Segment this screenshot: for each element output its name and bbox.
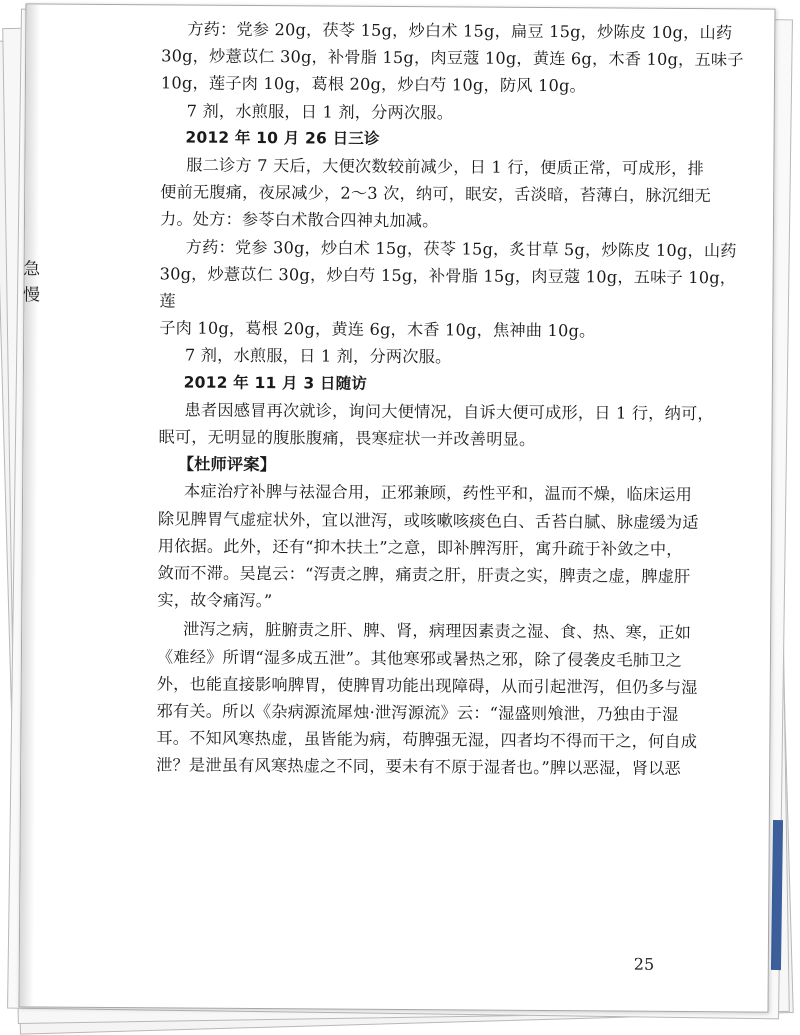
rx2-line3: 子肉 10g，葛根 20g，黄连 6g，木香 10g，焦神曲 10g。 (159, 318, 596, 341)
rx2-line1: 方药：党参 30g，炒白术 15g，茯苓 15g，炙甘草 5g，炒陈皮 10g，山药 (185, 237, 737, 260)
visit3-line3: 力。处方：参苓白术散合四神丸加减。 (159, 209, 439, 231)
rx2-line4: 7 剂，水煎服，日 1 剂，分两次服。 (184, 345, 452, 367)
cover-edge-right (771, 820, 783, 970)
side-tab-label: 急 慢 (22, 259, 41, 306)
rx1-line1 (187, 16, 751, 47)
comment-p1-line3: 用依据。此外，还有“抑木扶土”之意，即补脾泻肝，寓升疏于补敛之中， (157, 536, 683, 559)
comment-p2-line2: 《难经》所谓“湿多成五泄”。其他寒邪或暑热之邪，除了侵袭皮毛肺卫之 (156, 646, 682, 670)
followup-line1: 患者因感冒再次就诊，询问大便情况，自诉大便可成形，日 1 行，纳可， (184, 400, 714, 424)
rx2-line2: 30g，炒薏苡仁 30g，炒白芍 15g，补骨脂 15g，肉豆蔻 10g，五味子 10g，莲 (159, 264, 737, 311)
followup-heading: 2012 年 11 月 3 日随访 (183, 373, 368, 393)
rx1-line1-text: 党参 20g，茯苓 15g，炒白术 15g，扁豆 15g，炒陈皮 10g，山药 (236, 19, 733, 43)
comment-p1-line2: 除见脾胃气虚症状外，宜以泄泻，或咳嗽咳痰色白、舌苔白腻、脉虚缓为适 (157, 508, 699, 532)
comment-p1-line5: 实，故令痛泻。” (157, 590, 273, 611)
visit3-heading: 2012 年 10 月 26 日三诊 (185, 128, 380, 148)
rx1-line4: 7 剂，水煎服，日 1 剂，分两次服。 (186, 101, 454, 122)
followup-line2: 眠可，无明显的腹胀腹痛，畏寒症状一并改善明显。 (158, 427, 536, 450)
page-content (156, 15, 751, 783)
rx1-line3: 10g，莲子肉 10g，葛根 20g，炒白芍 10g，防风 10g。 (160, 73, 587, 96)
rx1-line2: 30g，炒薏苡仁 30g，补骨脂 15g，肉豆蔻 10g，黄连 6g，木香 10g，五味子 (161, 46, 744, 70)
comment-p2-line1: 泄泻之病，脏腑责之肝、脾、肾，病理因素责之湿、食、热、寒，正如 (182, 619, 692, 643)
page-number: 25 (633, 954, 655, 974)
comment-p1-line1: 本症治疗补脾与祛湿合用，正邪兼顾，药性平和，温而不燥，临床运用 (183, 481, 693, 505)
visit3-line2: 便前无腹痛，夜尿减少，2～3 次，纳可，眠安，舌淡暗，苔薄白，脉沉细无 (160, 182, 712, 206)
comment-p1-line4: 敛而不滞。吴崑云：“泻责之脾，痛责之肝，肝责之实，脾责之虚，脾虚肝 (157, 563, 691, 587)
comment-heading: 【杜师评案】 (177, 454, 277, 475)
visit3-line1: 服二诊方 7 天后，大便次数较前减少，日 1 行，便质正常，可成形，排 (186, 155, 704, 179)
book-page (19, 3, 776, 1012)
comment-p2-line6: 泄？是泄虽有风寒热虚之不同，要未有不原于湿者也。”脾以恶湿，肾以恶 (156, 755, 682, 779)
comment-p2-line3: 外，也能直接影响脾胃，使脾胃功能出现障碍，从而引起泄泻，但仍多与湿 (156, 674, 698, 697)
comment-p2-line5: 耳。不知风寒热虚，虽皆能为病，苟脾强无湿，四者均不得而干之，何自成 (156, 728, 698, 752)
comment-p2-line4: 邪有关。所以《杂病源流犀烛·泄泻源流》云：“湿盛则飧泄，乃独由于湿 (156, 701, 679, 725)
rx1-label: 方药： (187, 19, 237, 39)
